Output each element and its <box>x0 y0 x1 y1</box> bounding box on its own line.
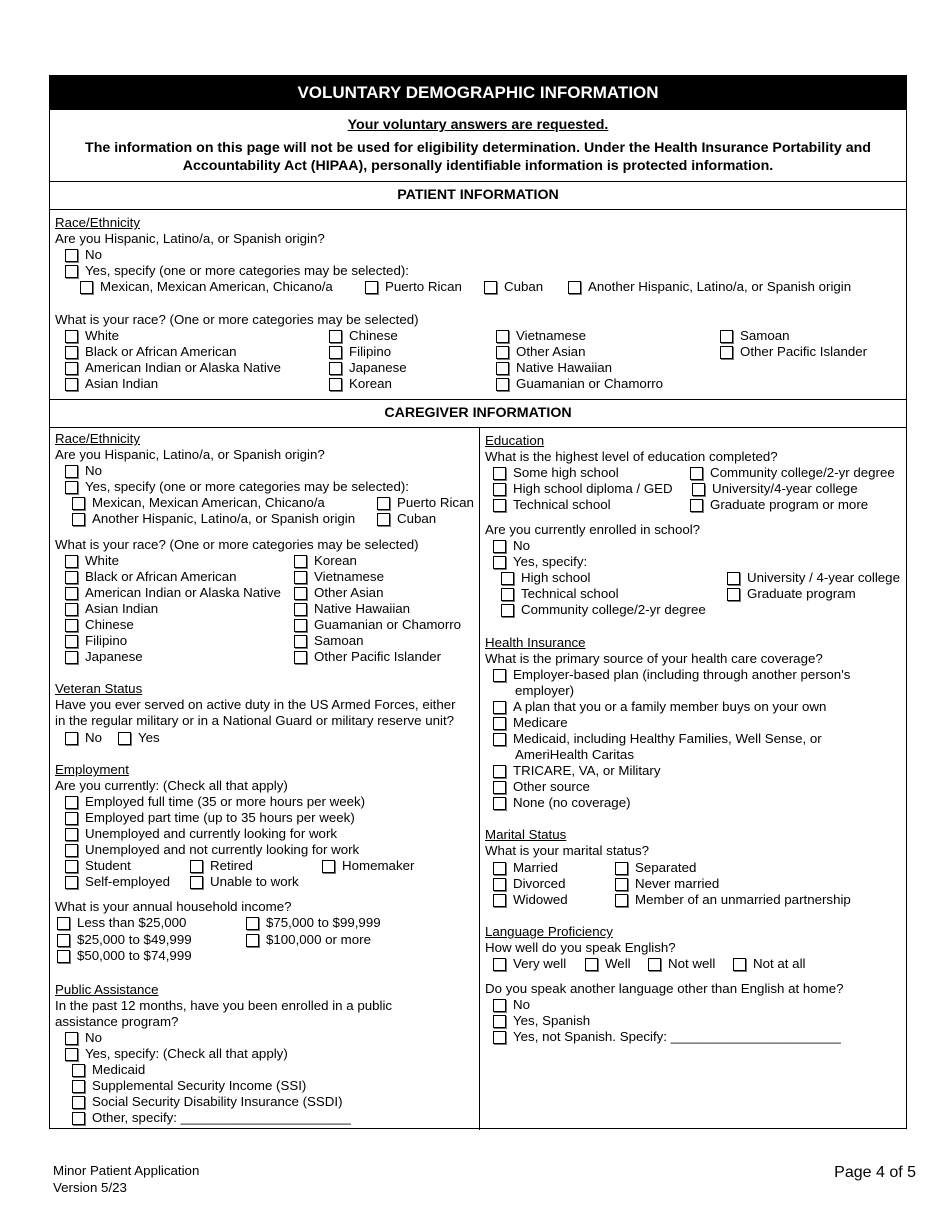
cg-race-question: What is your race? (One or more categories may be selected) <box>55 537 419 552</box>
checkbox[interactable] <box>329 362 342 375</box>
cg-insurance-question: What is the primary source of your health care coverage? <box>485 651 823 666</box>
checkbox[interactable] <box>72 497 85 510</box>
patient-race-option[interactable]: Guamanian or Chamorro <box>496 376 663 392</box>
cg-education-option[interactable]: High school diploma / GED <box>493 481 673 497</box>
cg-insurance-option[interactable]: TRICARE, VA, or Military <box>493 763 661 779</box>
patient-race-option[interactable]: Other Asian <box>496 344 585 360</box>
checkbox[interactable] <box>568 281 581 294</box>
checkbox[interactable] <box>690 499 703 512</box>
checkbox[interactable] <box>294 587 307 600</box>
checkbox[interactable] <box>496 346 509 359</box>
caregiver-heading: CAREGIVER INFORMATION <box>50 400 906 428</box>
checkbox[interactable] <box>294 619 307 632</box>
cg-race-option[interactable]: Filipino <box>65 633 127 649</box>
cg-employment-option[interactable]: Retired <box>190 858 253 874</box>
checkbox[interactable] <box>493 669 506 682</box>
patient-hispanic-mexican[interactable]: Mexican, Mexican American, Chicano/a <box>80 279 333 295</box>
cg-employment-option[interactable]: Unemployed and currently looking for work <box>65 826 337 842</box>
demographic-form <box>49 75 907 1129</box>
checkbox[interactable] <box>493 1031 506 1044</box>
cg-language-question: How well do you speak English? <box>485 940 676 955</box>
patient-race-option[interactable]: American Indian or Alaska Native <box>65 360 281 376</box>
checkbox[interactable] <box>65 265 78 278</box>
cg-marital-question: What is your marital status? <box>485 843 650 858</box>
checkbox[interactable] <box>720 346 733 359</box>
cg-assistance-label: Public Assistance <box>55 982 159 997</box>
cg-assistance-question-line2: assistance program? <box>55 1014 179 1029</box>
checkbox[interactable] <box>493 765 506 778</box>
cg-insurance-option[interactable]: None (no coverage) <box>493 795 631 811</box>
cg-employment-option[interactable]: Unable to work <box>190 874 299 890</box>
checkbox[interactable] <box>65 812 78 825</box>
patient-hispanic-puerto-rican[interactable]: Puerto Rican <box>365 279 462 295</box>
cg-enrolled-sub[interactable]: High school <box>501 570 590 586</box>
cg-assistance-sub[interactable]: Social Security Disability Insurance (SSDI) <box>72 1094 343 1110</box>
cg-insurance-option[interactable]: Employer-based plan (including through another person's <box>493 667 850 683</box>
form-title: VOLUNTARY DEMOGRAPHIC INFORMATION <box>50 76 906 110</box>
cg-education-question: What is the highest level of education completed? <box>485 449 778 464</box>
checkbox[interactable] <box>493 781 506 794</box>
cg-assistance-question-line1: In the past 12 months, have you been enrolled in a public <box>55 998 393 1013</box>
patient-race-option[interactable]: Filipino <box>329 344 391 360</box>
checkbox[interactable] <box>72 1112 85 1125</box>
cg-insurance-option-continuation: employer) <box>515 683 575 698</box>
cg-race-option[interactable]: Native Hawaiian <box>294 601 410 617</box>
patient-race-option[interactable]: Korean <box>329 376 392 392</box>
cg-race-option[interactable]: Samoan <box>294 633 364 649</box>
checkbox[interactable] <box>65 732 78 745</box>
checkbox[interactable] <box>65 1032 78 1045</box>
cg-language-option[interactable]: Not at all <box>733 956 805 972</box>
patient-race-option[interactable]: Vietnamese <box>496 328 586 344</box>
checkbox[interactable] <box>329 330 342 343</box>
caregiver-section <box>50 428 906 1130</box>
checkbox[interactable] <box>72 1096 85 1109</box>
patient-hispanic-another[interactable]: Another Hispanic, Latino/a, or Spanish origin <box>568 279 851 295</box>
checkbox[interactable] <box>690 467 703 480</box>
checkbox[interactable] <box>294 635 307 648</box>
cg-insurance-label: Health Insurance <box>485 635 586 650</box>
cg-hispanic-cuban[interactable]: Cuban <box>377 511 436 527</box>
cg-race-ethnicity-label: Race/Ethnicity <box>55 431 140 446</box>
checkbox[interactable] <box>377 513 390 526</box>
checkbox[interactable] <box>57 934 70 947</box>
checkbox[interactable] <box>493 878 506 891</box>
cg-employment-option[interactable]: Employed full time (35 or more hours per week) <box>65 794 365 810</box>
cg-enrolled-sub[interactable]: Community college/2-yr degree <box>501 602 706 618</box>
cg-insurance-option[interactable]: A plan that you or a family member buys on your own <box>493 699 826 715</box>
notice-text: The information on this page will not be used for eligibility determination. Under the Health Insurance Portability and Accountability Act (HIPAA), personally identifiable information is protected information. <box>85 140 871 174</box>
checkbox[interactable] <box>615 862 628 875</box>
cg-marital-option[interactable]: Member of an unmarried partnership <box>615 892 851 908</box>
cg-hispanic-another[interactable]: Another Hispanic, Latino/a, or Spanish origin <box>72 511 355 527</box>
checkbox[interactable] <box>65 346 78 359</box>
cg-hispanic-no[interactable]: No <box>65 463 102 479</box>
cg-employment-question: Are you currently: (Check all that apply) <box>55 778 288 793</box>
checkbox[interactable] <box>496 330 509 343</box>
cg-enrolled-sub[interactable]: University / 4-year college <box>727 570 900 586</box>
cg-veteran-label: Veteran Status <box>55 681 143 696</box>
cg-language-option[interactable]: Not well <box>648 956 715 972</box>
cg-enrolled-question: Are you currently enrolled in school? <box>485 522 701 537</box>
checkbox[interactable] <box>72 513 85 526</box>
cg-race-option[interactable]: White <box>65 553 119 569</box>
cg-race-option[interactable]: Guamanian or Chamorro <box>294 617 461 633</box>
cg-race-option[interactable]: Asian Indian <box>65 601 158 617</box>
checkbox[interactable] <box>57 917 70 930</box>
checkbox[interactable] <box>692 483 705 496</box>
cg-race-option[interactable]: Japanese <box>65 649 143 665</box>
checkbox[interactable] <box>493 894 506 907</box>
intro-section <box>50 110 906 182</box>
checkbox[interactable] <box>720 330 733 343</box>
checkbox[interactable] <box>190 860 203 873</box>
patient-hispanic-cuban[interactable]: Cuban <box>484 279 543 295</box>
checkbox[interactable] <box>65 876 78 889</box>
checkbox[interactable] <box>65 635 78 648</box>
checkbox[interactable] <box>57 950 70 963</box>
patient-race-option[interactable]: Samoan <box>720 328 790 344</box>
cg-language-option[interactable]: Very well <box>493 956 566 972</box>
cg-insurance-option-continuation: AmeriHealth Caritas <box>515 747 634 762</box>
checkbox[interactable] <box>65 796 78 809</box>
patient-race-option[interactable]: White <box>65 328 119 344</box>
checkbox[interactable] <box>493 483 506 496</box>
cg-race-option[interactable]: Vietnamese <box>294 569 384 585</box>
cg-language-label: Language Proficiency <box>485 924 613 939</box>
checkbox[interactable] <box>329 378 342 391</box>
cg-other-language-option[interactable]: No <box>493 997 530 1013</box>
checkbox[interactable] <box>294 651 307 664</box>
cg-income-option[interactable]: $100,000 or more <box>246 932 371 948</box>
checkbox[interactable] <box>118 732 131 745</box>
cg-employment-option[interactable]: Employed part time (up to 35 hours per week) <box>65 810 355 826</box>
checkbox[interactable] <box>65 571 78 584</box>
patient-hispanic-no[interactable]: No <box>65 247 102 263</box>
patient-hispanic-yes[interactable]: Yes, specify (one or more categories may be selected): <box>65 263 409 279</box>
checkbox[interactable] <box>365 281 378 294</box>
checkbox[interactable] <box>493 540 506 553</box>
checkbox[interactable] <box>377 497 390 510</box>
cg-assistance-sub[interactable]: Medicaid <box>72 1062 145 1078</box>
checkbox[interactable] <box>65 860 78 873</box>
checkbox[interactable] <box>190 876 203 889</box>
cg-veteran-yes[interactable]: Yes <box>118 730 160 746</box>
checkbox[interactable] <box>484 281 497 294</box>
checkbox[interactable] <box>294 603 307 616</box>
checkbox[interactable] <box>65 1048 78 1061</box>
cg-enrolled-no[interactable]: No <box>493 538 530 554</box>
checkbox[interactable] <box>615 878 628 891</box>
cg-education-option[interactable]: Community college/2-yr degree <box>690 465 895 481</box>
checkbox[interactable] <box>493 958 506 971</box>
cg-race-option[interactable]: American Indian or Alaska Native <box>65 585 281 601</box>
cg-language-option[interactable]: Well <box>585 956 631 972</box>
cg-assistance-yes[interactable]: Yes, specify: (Check all that apply) <box>65 1046 288 1062</box>
checkbox[interactable] <box>493 556 506 569</box>
checkbox[interactable] <box>496 362 509 375</box>
cg-race-option[interactable]: Black or African American <box>65 569 237 585</box>
checkbox[interactable] <box>65 481 78 494</box>
cg-insurance-option[interactable]: Medicaid, including Healthy Families, Well Sense, or <box>493 731 822 747</box>
cg-education-option[interactable]: Some high school <box>493 465 619 481</box>
checkbox[interactable] <box>493 797 506 810</box>
checkbox[interactable] <box>65 587 78 600</box>
cg-employment-option[interactable]: Unemployed and not currently looking for work <box>65 842 359 858</box>
cg-race-option[interactable]: Other Pacific Islander <box>294 649 441 665</box>
cg-other-language-option[interactable]: Yes, Spanish <box>493 1013 590 1029</box>
checkbox[interactable] <box>246 934 259 947</box>
checkbox[interactable] <box>65 330 78 343</box>
patient-race-option[interactable]: Native Hawaiian <box>496 360 612 376</box>
cg-enrolled-yes[interactable]: Yes, specify: <box>493 554 587 570</box>
cg-hispanic-mexican[interactable]: Mexican, Mexican American, Chicano/a <box>72 495 325 511</box>
checkbox[interactable] <box>493 701 506 714</box>
checkbox[interactable] <box>329 346 342 359</box>
cg-enrolled-sub[interactable]: Technical school <box>501 586 619 602</box>
checkbox[interactable] <box>493 733 506 746</box>
checkbox[interactable] <box>322 860 335 873</box>
checkbox[interactable] <box>493 999 506 1012</box>
cg-employment-option[interactable]: Homemaker <box>322 858 414 874</box>
cg-marital-option[interactable]: Never married <box>615 876 719 892</box>
checkbox[interactable] <box>493 717 506 730</box>
checkbox[interactable] <box>493 1015 506 1028</box>
checkbox[interactable] <box>65 603 78 616</box>
cg-employment-label: Employment <box>55 762 129 777</box>
cg-race-option[interactable]: Other Asian <box>294 585 383 601</box>
cg-marital-option[interactable]: Divorced <box>493 876 565 892</box>
checkbox[interactable] <box>65 465 78 478</box>
cg-education-option[interactable]: Technical school <box>493 497 611 513</box>
checkbox[interactable] <box>648 958 661 971</box>
checkbox[interactable] <box>65 828 78 841</box>
cg-veteran-no[interactable]: No <box>65 730 102 746</box>
cg-hispanic-puerto-rican[interactable]: Puerto Rican <box>377 495 474 511</box>
patient-race-ethnicity-label: Race/Ethnicity <box>55 215 140 230</box>
checkbox[interactable] <box>294 555 307 568</box>
checkbox[interactable] <box>72 1080 85 1093</box>
cg-assistance-sub-other[interactable]: Other, specify: _______________________ <box>72 1110 351 1126</box>
checkbox[interactable] <box>65 651 78 664</box>
checkbox[interactable] <box>501 588 514 601</box>
cg-income-question: What is your annual household income? <box>55 899 292 914</box>
cg-income-option[interactable]: Less than $25,000 <box>57 915 186 931</box>
cg-assistance-sub[interactable]: Supplemental Security Income (SSI) <box>72 1078 306 1094</box>
checkbox[interactable] <box>501 572 514 585</box>
cg-income-option[interactable]: $50,000 to $74,999 <box>57 948 192 964</box>
patient-heading: PATIENT INFORMATION <box>50 182 906 210</box>
cg-other-language-question: Do you speak another language other than English at home? <box>485 981 844 996</box>
cg-employment-option[interactable]: Self-employed <box>65 874 170 890</box>
patient-race-option[interactable]: Asian Indian <box>65 376 158 392</box>
checkbox[interactable] <box>72 1064 85 1077</box>
patient-race-option[interactable]: Black or African American <box>65 344 237 360</box>
patient-section <box>50 210 906 400</box>
cg-assistance-no[interactable]: No <box>65 1030 102 1046</box>
checkbox[interactable] <box>65 249 78 262</box>
cg-marital-option[interactable]: Married <box>493 860 558 876</box>
column-divider <box>479 428 480 1130</box>
checkbox[interactable] <box>727 572 740 585</box>
checkbox[interactable] <box>65 362 78 375</box>
cg-insurance-option[interactable]: Medicare <box>493 715 568 731</box>
checkbox[interactable] <box>727 588 740 601</box>
checkbox[interactable] <box>246 917 259 930</box>
checkbox[interactable] <box>294 571 307 584</box>
patient-race-question: What is your race? (One or more categories may be selected) <box>55 312 419 327</box>
cg-other-language-option[interactable]: Yes, not Spanish. Specify: _______________________ <box>493 1029 841 1045</box>
cg-enrolled-sub[interactable]: Graduate program <box>727 586 856 602</box>
checkbox[interactable] <box>585 958 598 971</box>
checkbox[interactable] <box>615 894 628 907</box>
cg-income-option[interactable]: $75,000 to $99,999 <box>246 915 381 931</box>
cg-race-option[interactable]: Chinese <box>65 617 134 633</box>
checkbox[interactable] <box>80 281 93 294</box>
checkbox[interactable] <box>65 619 78 632</box>
checkbox[interactable] <box>496 378 509 391</box>
cg-marital-option[interactable]: Separated <box>615 860 696 876</box>
checkbox[interactable] <box>493 467 506 480</box>
cg-hispanic-question: Are you Hispanic, Latino/a, or Spanish origin? <box>55 447 325 462</box>
checkbox[interactable] <box>65 555 78 568</box>
checkbox[interactable] <box>65 844 78 857</box>
checkbox[interactable] <box>493 499 506 512</box>
patient-race-option[interactable]: Chinese <box>329 328 398 344</box>
cg-marital-label: Marital Status <box>485 827 567 842</box>
cg-income-option[interactable]: $25,000 to $49,999 <box>57 932 192 948</box>
cg-marital-option[interactable]: Widowed <box>493 892 568 908</box>
cg-veteran-question-line1: Have you ever served on active duty in the US Armed Forces, either <box>55 697 456 712</box>
patient-race-option[interactable]: Other Pacific Islander <box>720 344 867 360</box>
cg-insurance-option[interactable]: Other source <box>493 779 590 795</box>
checkbox[interactable] <box>65 378 78 391</box>
request-text: Your voluntary answers are requested. <box>347 117 609 133</box>
cg-race-option[interactable]: Korean <box>294 553 357 569</box>
cg-education-option[interactable]: University/4-year college <box>692 481 858 497</box>
cg-education-label: Education <box>485 433 545 448</box>
checkbox[interactable] <box>493 862 506 875</box>
cg-employment-option[interactable]: Student <box>65 858 131 874</box>
patient-hispanic-question: Are you Hispanic, Latino/a, or Spanish origin? <box>55 231 325 246</box>
cg-hispanic-yes[interactable]: Yes, specify (one or more categories may be selected): <box>65 479 409 495</box>
checkbox[interactable] <box>733 958 746 971</box>
footer-form-name: Minor Patient Application <box>53 1163 200 1178</box>
checkbox[interactable] <box>501 604 514 617</box>
footer-version: Version 5/23 <box>53 1180 127 1195</box>
footer-page-number: Page 4 of 5 <box>834 1164 916 1181</box>
patient-race-option[interactable]: Japanese <box>329 360 407 376</box>
cg-education-option[interactable]: Graduate program or more <box>690 497 868 513</box>
cg-veteran-question-line2: in the regular military or in a National Guard or military reserve unit? <box>55 713 455 728</box>
